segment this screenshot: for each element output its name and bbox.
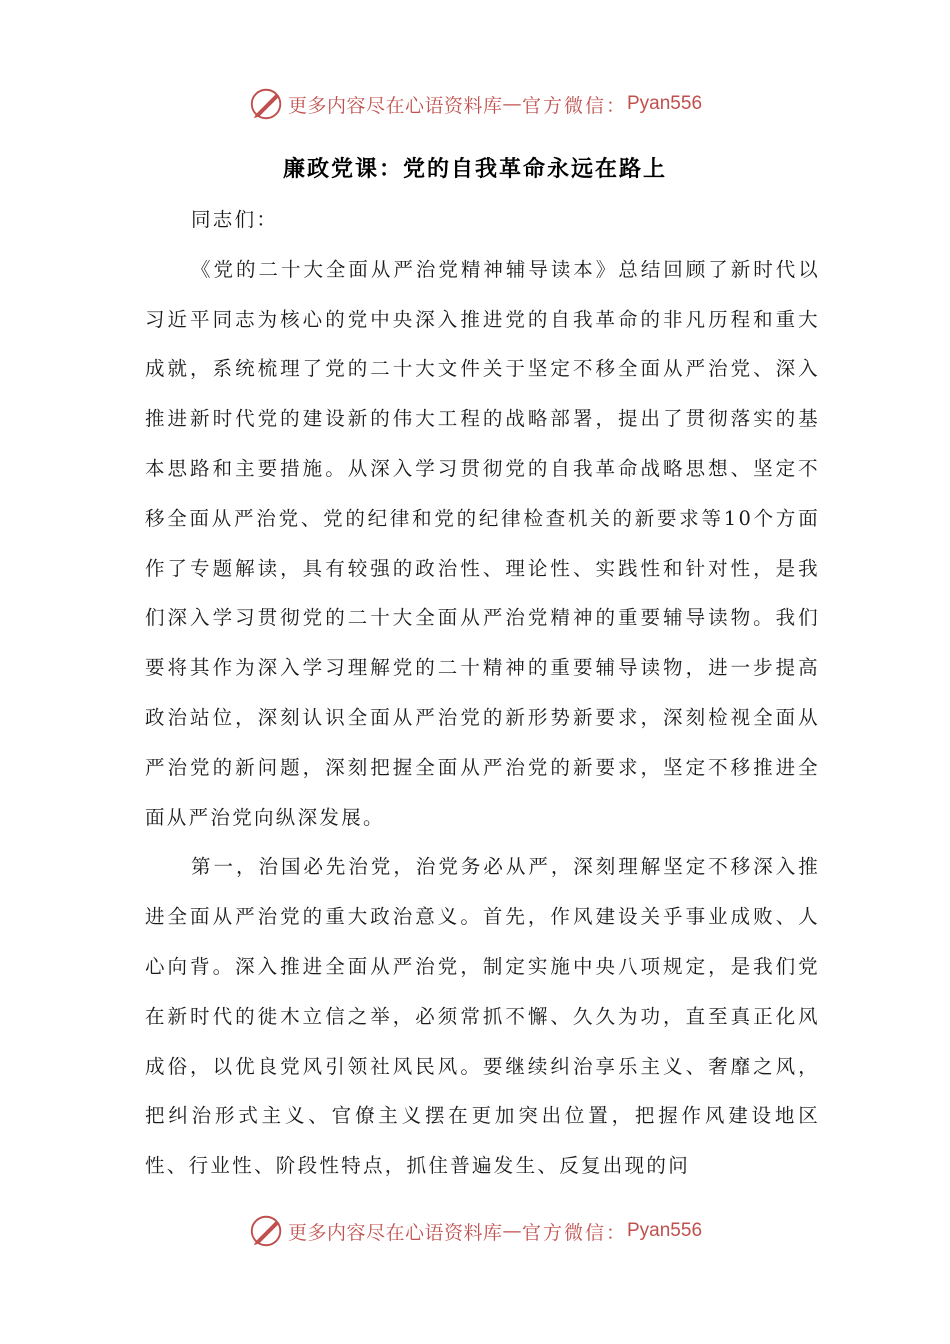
paragraph: 《党的二十大全面从严治党精神辅导读本》总结回顾了新时代以习近平同志为核心的党中央深入推进党的自我革命的非凡历程和重大成就，系统梳理了党的二十大文件关于坚定不移全面从严治党、深入推进新时代党的建设新的伟大工程的战略部署，提出了贯彻落实的基本思路和主要措施。从深入学习贯彻党的自我革命战略思想、坚定不移全面从严治党、党的纪律和党的纪律检查机关的新要求等10个方面作了专题解读，具有较强的政治性、理论性、实践性和针对性，是我们深入学习贯彻党的二十大全面从严治党精神的重要辅导读物。我们要将其作为深入学习理解党的二十精神的重要辅导读物，进一步提高政治站位，深刻认识全面从严治党的新形势新要求，深刻检视全面从严治党的新问题，深刻把握全面从严治党的新要求，坚定不移推进全面从严治党向纵深发展。 bbox=[145, 257, 820, 829]
banner-dash: — bbox=[502, 1220, 522, 1242]
banner-brand-text: 更多内容尽在心语资料库 bbox=[287, 94, 503, 117]
document-body bbox=[145, 195, 820, 1191]
document-title: 廉政党课：党的自我革命永远在路上 bbox=[282, 157, 667, 182]
banner-wechat-id: Pyan556 bbox=[627, 1220, 703, 1241]
banner-wechat-label: 官方微信： bbox=[521, 94, 627, 117]
pen-seal-icon bbox=[248, 85, 286, 123]
banner-wechat-label: 官方微信： bbox=[521, 1221, 627, 1244]
header-watermark-banner bbox=[0, 84, 950, 124]
paragraph: 第一，治国必先治党，治党务必从严，深刻理解坚定不移深入推进全面从严治党的重大政治意义。首先，作风建设关乎事业成败、人心向背。深入推进全面从严治党，制定实施中央八项规定，是我们党在新时代的徙木立信之举，必须常抓不懈、久久为功，直至真正化风成俗，以优良党风引领社风民风。要继续纠治享乐主义、奢靡之风，把纠治形式主义、官僚主义摆在更加突出位置，把握作风建设地区性、行业性、阶段性特点，抓住普遍发生、反复出现的问 bbox=[145, 855, 820, 1178]
banner-wechat-id: Pyan556 bbox=[627, 93, 703, 114]
banner-dash: — bbox=[502, 93, 522, 115]
footer-watermark-banner bbox=[0, 1211, 950, 1251]
banner-brand-text: 更多内容尽在心语资料库 bbox=[287, 1221, 503, 1244]
pen-seal-icon bbox=[248, 1212, 286, 1250]
salutation: 同志们： bbox=[191, 208, 279, 231]
